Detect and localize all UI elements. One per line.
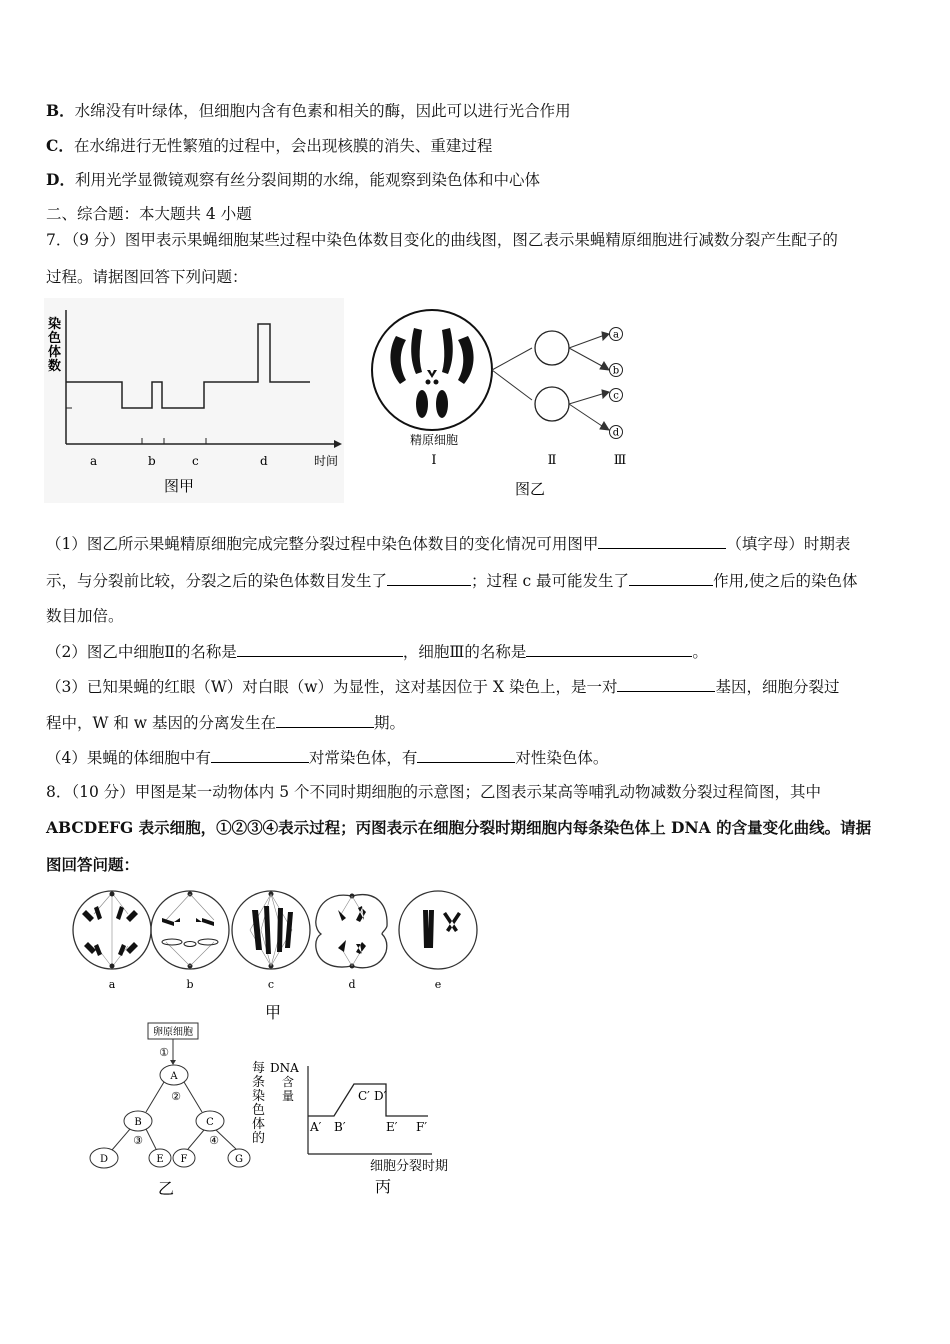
q8-step-label: ④ [209, 1134, 219, 1147]
answer-blank[interactable] [617, 676, 715, 692]
q7-arrow-line [569, 394, 602, 404]
q8-fig-bing-point-label: D′ [374, 1089, 387, 1103]
option-b-text: 水绵没有叶绿体，但细胞内含有色素和相关的酶，因此可以进行光合作用 [74, 102, 571, 120]
q7-fig-jia-ylabel-char: 染 [48, 317, 62, 332]
q8-fig-jia-label: b [186, 978, 194, 991]
q7-chromosome-dot [426, 380, 431, 385]
q8-node-label: B [134, 1117, 142, 1128]
q7-roman-label: Ⅰ [431, 453, 437, 468]
answer-blank[interactable] [387, 570, 471, 586]
q8-node-label: C [206, 1117, 214, 1128]
q7-2-text: （2）图乙中细胞Ⅱ的名称是 [46, 643, 237, 661]
q7-chromosome [442, 328, 453, 374]
q8-cell-membrane [232, 891, 310, 969]
q7-1-text: （1）图乙所示果蝇精原细胞完成完整分裂过程中染色体数目的变化情况可用图甲 [46, 535, 599, 553]
q8-tree-line [188, 1130, 204, 1149]
answer-blank[interactable] [237, 641, 403, 657]
q7-roman-label: Ⅱ [547, 453, 557, 468]
q7-4-text: 对常染色体，有 [308, 749, 418, 767]
q7-fig-jia-xlabel: 时间 [314, 454, 339, 468]
option-b [46, 101, 571, 121]
q7-cell-ii-bottom [535, 387, 569, 421]
q7-3-line1 [46, 676, 839, 697]
q7-gamete-label: b [612, 365, 620, 377]
q8-node-label: E [156, 1154, 164, 1165]
q7-1-text: 示，与分裂前比较，分裂之后的染色体数目发生了 [46, 572, 388, 590]
q8-cell-a [73, 891, 151, 969]
q8-fig-bing-point-label: F′ [416, 1120, 428, 1134]
q7-fig-jia-tick-label: d [260, 454, 268, 468]
q8-tree-line [184, 1082, 202, 1112]
q7-fig-jia-tick-label: b [148, 454, 156, 468]
option-d-letter: D． [46, 170, 75, 189]
option-c-letter: C． [46, 136, 74, 155]
q7-fig-jia-caption: 图甲 [164, 477, 195, 495]
q7-3-text: 期。 [373, 714, 405, 732]
q8-fig-bing-ylabel-char: 每 [252, 1061, 266, 1076]
q8-fig-bing-ylabel-text: 量 [282, 1089, 295, 1103]
q7-fig-jia-ylabel-char: 体 [48, 345, 62, 360]
q7-fig-jia-ylabel [48, 316, 61, 374]
q8-chromosome [198, 939, 218, 945]
answer-blank[interactable] [526, 641, 692, 657]
q7-arrowhead [602, 332, 609, 340]
q8-line2: ABCDEFG 表示细胞，①②③④表示过程；丙图表示在细胞分裂时期细胞内每条染色体上 DNA 的含量变化曲线。请据 [46, 818, 872, 837]
q8-spindle [340, 896, 364, 966]
answer-blank[interactable] [598, 533, 726, 549]
q7-chromosomes [390, 328, 473, 418]
answer-blank[interactable] [211, 747, 309, 763]
q7-intro-line2: 过程。请据图回答下列问题： [46, 268, 248, 286]
q7-1-line3: 数目加倍。 [46, 607, 124, 625]
q8-fig-jia-caption: 甲 [264, 1003, 282, 1022]
q8-cell-e [399, 891, 477, 969]
q7-1-line2 [46, 570, 858, 591]
q7-chromosome [390, 336, 406, 384]
q7-arrow-line [569, 348, 602, 366]
q8-fig-jia-label: c [267, 978, 275, 991]
q8-step-label: ② [171, 1090, 181, 1103]
q7-2-line [46, 641, 708, 662]
q8-node-label: D [99, 1154, 109, 1165]
q8-fig-bing-ylabel-char: 体 [252, 1117, 266, 1132]
q8-chromosome [252, 906, 293, 954]
q7-roman-label: Ⅲ [613, 453, 627, 468]
q8-fig-bing-ylabel-right [270, 1061, 299, 1103]
q8-centrosome [110, 964, 115, 969]
q7-figure-jia [44, 298, 344, 503]
q8-tree-arrowhead [170, 1060, 176, 1065]
q8-fig-bing-ylabel-char: 的 [252, 1131, 266, 1146]
q7-chromosome [416, 390, 428, 418]
q8-step-label: ③ [133, 1134, 143, 1147]
q7-cell-ii-top [535, 331, 569, 365]
q8-cell-membrane [316, 895, 387, 968]
q8-line3: 图回答问题： [46, 855, 140, 874]
q8-fig-yi-caption: 乙 [157, 1179, 175, 1198]
answer-blank[interactable] [629, 570, 713, 586]
q7-fig-jia-tick-label: c [192, 454, 199, 468]
q8-figure-bing [250, 1060, 470, 1200]
option-c [46, 136, 492, 156]
q7-arrowhead [600, 362, 609, 370]
q7-gamete-label: a [613, 329, 619, 341]
q7-2-text: ，细胞Ⅲ的名称是 [402, 643, 527, 661]
q7-3-text: 基因，细胞分裂过 [715, 678, 840, 696]
q7-2-text: 。 [692, 643, 708, 661]
q7-chromosome-dot [434, 380, 439, 385]
option-b-letter: B． [46, 101, 75, 120]
q8-fig-bing-ylabel-left [252, 1061, 265, 1146]
q7-1-line1 [46, 533, 850, 554]
q7-arrow-line [492, 348, 532, 370]
q8-oogonium-label: 卵原细胞 [153, 1027, 193, 1038]
q8-fig-bing-caption: 丙 [374, 1177, 392, 1196]
q7-3-line2 [46, 712, 405, 733]
option-d [46, 170, 540, 190]
q7-arrowhead [600, 422, 609, 430]
q7-1-text: （填字母）时期表 [726, 535, 851, 553]
q8-centrosome [110, 892, 115, 897]
q7-chromosome [458, 336, 474, 384]
section-title: 二、综合题：本大题共 4 小题 [46, 205, 252, 223]
q8-figure-yi [86, 1022, 266, 1200]
answer-blank[interactable] [417, 747, 515, 763]
q8-fig-bing-point-label: C′ [358, 1089, 370, 1103]
q7-1-text: ；过程 c 最可能发生了 [471, 572, 630, 590]
q8-fig-bing-ylabel-char: 色 [252, 1103, 266, 1118]
q7-fig-jia-ylabel-char: 色 [48, 331, 62, 346]
q8-fig-jia-label: e [434, 978, 442, 991]
q7-fig-yi-caption: 图乙 [514, 480, 546, 498]
q7-fig-jia-tick-label: a [90, 454, 98, 468]
q8-line1: 8．（10 分）甲图是某一动物体内 5 个不同时期细胞的示意图；乙图表示某高等哺乳动物减数分裂过程简图，其中 [46, 783, 821, 801]
q7-4-line [46, 747, 608, 768]
q7-arrowhead [602, 390, 609, 398]
q8-node-label: A [170, 1071, 178, 1082]
q7-gamete-label: d [612, 427, 620, 439]
q8-fig-bing-ylabel-text: DNA [270, 1061, 299, 1075]
q8-spindle [94, 893, 128, 967]
q8-fig-jia-label: d [348, 978, 356, 991]
q8-fig-bing-ylabel-char: 条 [252, 1075, 266, 1090]
q7-fig-jia-ylabel-char: 数 [48, 359, 62, 374]
q8-cell-membrane [399, 891, 477, 969]
q8-chromosome [82, 906, 138, 922]
q8-cell-b [151, 891, 229, 969]
option-c-text: 在水绵进行无性繁殖的过程中，会出现核膜的消失、重建过程 [73, 137, 493, 155]
q8-tree-line [112, 1129, 130, 1150]
q7-arrow-line [569, 336, 602, 348]
q7-intro-line1: 7．（9 分）图甲表示果蝇细胞某些过程中染色体数目变化的曲线图，图乙表示果蝇精原细胞进行减数分裂产生配子的 [46, 231, 838, 249]
q8-fig-jia-label: a [108, 978, 116, 991]
q8-tree-line [146, 1082, 164, 1112]
q8-chromosome [184, 942, 196, 947]
q8-tree-line [216, 1130, 236, 1149]
q7-arrow-line [492, 370, 532, 400]
q7-chromosome-small [427, 370, 437, 378]
q7-3-text: （3）已知果蝇的红眼（W）对白眼（w）为显性，这对基因位于 X 染色上，是一对 [46, 678, 618, 696]
q8-cell-membrane [151, 891, 229, 969]
q8-fig-bing-ylabel-char: 染 [252, 1089, 266, 1104]
q7-fig-jia-background [44, 298, 344, 503]
q7-arrow-line [569, 404, 602, 426]
q8-node-label: F [180, 1154, 188, 1165]
q8-chromosome [338, 940, 366, 954]
q7-chromosome [411, 328, 422, 374]
q8-chromosome [423, 910, 461, 948]
q8-chromosome [338, 906, 366, 922]
q8-cell-d [316, 894, 387, 969]
q8-chromosome [162, 918, 214, 926]
q7-cell-label: 精原细胞 [409, 433, 459, 447]
q8-chromosome [162, 939, 182, 945]
q7-4-text: （4）果蝇的体细胞中有 [46, 749, 211, 767]
q8-chromosome [84, 942, 138, 956]
q8-tree-line [146, 1129, 156, 1149]
q8-step-label: ① [159, 1046, 169, 1059]
q7-chromosome [436, 390, 448, 418]
q8-fig-bing-xlabel: 细胞分裂时期 [370, 1159, 449, 1174]
q8-cell-c [232, 891, 310, 969]
q8-fig-bing-point-label: B′ [334, 1120, 346, 1134]
q8-fig-bing-point-label: E′ [386, 1120, 398, 1134]
q7-4-text: 对性染色体。 [515, 749, 609, 767]
q7-gamete-label: c [613, 390, 619, 402]
q8-node-label: G [235, 1154, 243, 1165]
q8-fig-bing-point-label: A′ [310, 1120, 322, 1134]
q7-figure-yi [366, 300, 646, 505]
q8-fig-bing-ylabel-text: 含 [282, 1075, 295, 1089]
q7-spermatogonium-cell [372, 310, 492, 430]
answer-blank[interactable] [276, 712, 374, 728]
q7-3-text: 程中，W 和 w 基因的分离发生在 [46, 714, 276, 732]
q8-figure-jia [68, 886, 488, 1026]
q7-1-text: 作用,使之后的染色体 [713, 572, 858, 590]
q8-spindle [166, 894, 214, 966]
option-d-text: 利用光学显微镜观察有丝分裂间期的水绵，能观察到染色体和中心体 [74, 171, 540, 189]
